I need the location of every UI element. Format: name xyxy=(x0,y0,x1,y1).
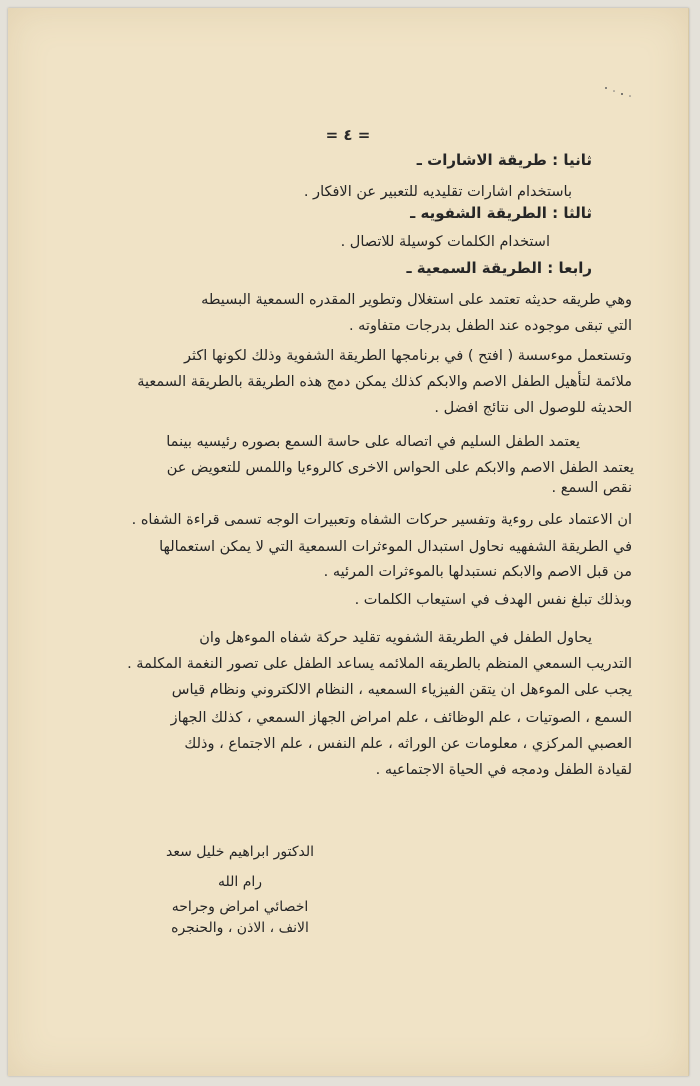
text-line: التي تبقى موجوده عند الطفل بدرجات متفاوته . xyxy=(348,318,632,334)
text-line: العصبي المركزي ، معلومات عن الوراثه ، علم النفس ، علم الاجتماع ، وذلك xyxy=(184,736,632,752)
text-line: التدريب السمعي المنظم بالطريقه الملائمه يساعد الطفل على تصور النغمة المكلمة . xyxy=(127,656,632,672)
text-line: من قبل الاصم والابكم نستبدلها بالموءثرات المرئيه . xyxy=(323,564,632,580)
page-number: = ٤ = xyxy=(325,126,371,144)
text-line: يجب على الموءهل ان يتقن الفيزياء السمعيه ، النظام الالكتروني ونظام قياس xyxy=(171,682,632,698)
text-line: السمع ، الصوتيات ، علم الوظائف ، علم امراض الجهاز السمعي ، كذلك الجهاز xyxy=(170,710,632,726)
text-line: لقيادة الطفل ودمجه في الحياة الاجتماعيه . xyxy=(375,762,632,778)
text-line: باستخدام اشارات تقليديه للتعبير عن الافكار . xyxy=(303,184,572,200)
text-line: يحاول الطفل في الطريقة الشفويه تقليد حركة شفاه الموءهل وان xyxy=(199,630,592,646)
signature-name: الدكتور ابراهيم خليل سعد xyxy=(165,844,314,860)
text-line: نقص السمع . xyxy=(551,480,632,496)
text-line: الحديثه للوصول الى نتائج افضل . xyxy=(434,400,632,416)
heading-auditory-method: رابعا : الطريقة السمعية ـ xyxy=(406,259,592,277)
heading-oral-method: ثالثا : الطريقة الشفويه ـ xyxy=(410,204,592,222)
text-line: ان الاعتماد على روءية وتفسير حركات الشفاه وتعبيرات الوجه تسمى قراءة الشفاه . xyxy=(131,512,632,528)
text-line: في الطريقة الشفهيه نحاول استبدال الموءثرات السمعية التي لا يمكن استعمالها xyxy=(159,539,632,555)
ink-speck-mark xyxy=(600,82,640,102)
text-line: استخدام الكلمات كوسيلة للاتصال . xyxy=(340,234,550,250)
text-line: وهي طريقه حديثه تعتمد على استغلال وتطوير المقدره السمعية البسيطه xyxy=(201,292,632,308)
text-line: يعتمد الطفل الاصم والابكم على الحواس الاخرى كالروءيا واللمس للتعويض عن xyxy=(166,460,634,476)
heading-signs-method: ثانيا : طريقة الاشارات ـ xyxy=(416,151,592,169)
text-line: وبذلك تبلغ نفس الهدف في استيعاب الكلمات . xyxy=(354,592,632,608)
signature-title: اخصائي امراض وجراحه xyxy=(171,899,309,915)
text-line: ملائمة لتأهيل الطفل الاصم والابكم كذلك يمكن دمج هذه الطريقة بالطريقة السمعية xyxy=(137,374,632,390)
signature-city: رام الله xyxy=(217,874,263,890)
signature-specialty: الانف ، الاذن ، والحنجره xyxy=(171,920,309,936)
text-line: وتستعمل موءسسة ( افتح ) في برنامجها الطريقة الشفوية وذلك لكونها اكثر xyxy=(183,348,632,364)
text-line: يعتمد الطفل السليم في اتصاله على حاسة السمع بصوره رئيسيه بينما xyxy=(166,434,580,450)
